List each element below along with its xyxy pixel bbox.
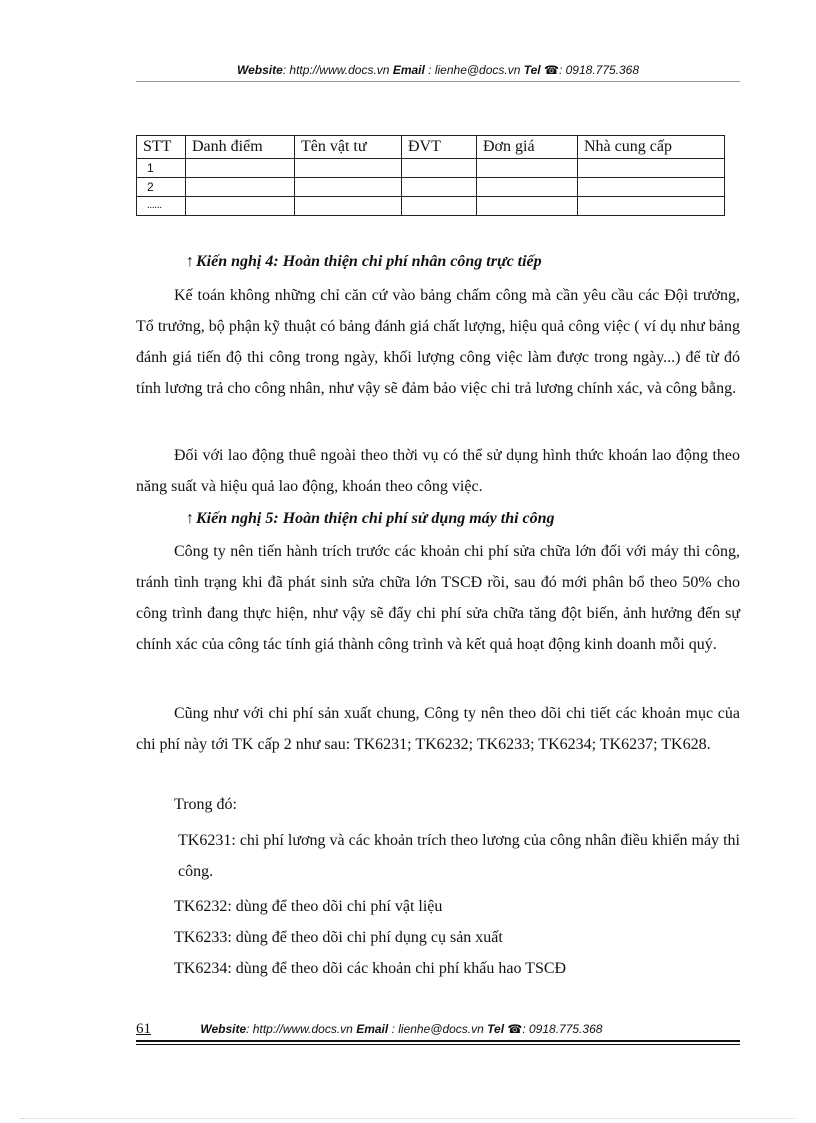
table-row [137,159,725,178]
arrow-up-icon: ↑ [186,510,194,527]
section-5-paragraph-2: Cũng như với chi phí sản xuất chung, Công ty nên theo dõi chi tiết các khoản mục của chi phí này tới TK cấp 2 như sau: TK6231; TK6232; TK6233; TK6234; TK6237; TK628. [136,705,740,753]
table-header-cell: ĐVT [402,136,477,159]
footer-tel-label: Tel [487,1022,505,1036]
table-cell [402,197,477,216]
tk6232-item: TK6232: dùng để theo dõi chi phí vật liệu [174,898,443,915]
table-cell [186,178,295,197]
header-website-value: : http://www.docs.vn [282,63,390,77]
table-cell [477,178,578,197]
table-cell [295,197,402,216]
table-cell [186,159,295,178]
table-cell [578,178,725,197]
footer-divider [136,1040,740,1042]
table-cell [578,159,725,178]
table-header-cell: Đơn giá [477,136,578,159]
arrow-up-icon: ↑ [186,253,194,270]
page-number: 61 [136,1021,151,1037]
page-footer [136,1021,740,1038]
section-4-heading [186,253,542,271]
footer-website-value: : http://www.docs.vn [246,1022,353,1036]
section-4-paragraph-2: Đối với lao động thuê ngoài theo thời vụ có thể sử dụng hình thức khoán lao động theo năng suất và hiệu quả lao động, khoán theo công việc. [136,447,740,495]
section-5-heading-text: Kiến nghị 5: Hoàn thiện chi phí sử dụng máy thi công [196,510,555,527]
section-5-paragraph-1: Công ty nên tiến hành trích trước các khoản chi phí sửa chữa lớn đối với máy thi công, tránh tình trạng khi đã phát sinh sửa chữa lớn TSCĐ rồi, sau đó mới phân bổ theo 50% cho công trình đang thực hiện, như vậy sẽ đẩy chi phí sửa chữa tăng đột biến, ảnh hưởng đến sự chính xác của công tác tính giá thành công trình và kết quả hoạt động kinh doanh mỗi quý. [136,543,740,653]
section-4-heading-text: Kiến nghị 4: Hoàn thiện chi phí nhân công trực tiếp [196,253,542,270]
table-cell [186,197,295,216]
header-tel-value: : 0918.775.368 [558,63,640,77]
tk6233-item: TK6233: dùng để theo dõi chi phí dụng cụ sản xuất [174,929,503,946]
table-cell [295,159,402,178]
section-4-paragraph-1: Kế toán không những chỉ căn cứ vào bảng chấm công mà cần yêu cầu các Đội trưởng, Tổ trưởng, bộ phận kỹ thuật có bảng đánh giá chất lượng, hiệu quả công việc ( ví dụ như bảng đánh giá tiến độ thi công trong ngày, khối lượng công việc làm được trong ngày...) để từ đó tính lương trả cho công nhân, như vậy sẽ đảm bảo việc chi trả lương chính xác, và công bằng. [136,287,740,397]
table-header-cell: Tên vật tư [295,136,402,159]
table-cell [477,159,578,178]
table-header-row [137,136,725,159]
table-header-cell: STT [137,136,186,159]
trong-do-label: Trong đó: [174,796,237,813]
footer-divider [136,1044,740,1045]
table-cell [402,159,477,178]
table-cell [578,197,725,216]
materials-table [136,135,725,216]
page-header [136,63,740,77]
footer-website-label: Website [200,1022,247,1036]
phone-icon: ☎ [544,63,559,77]
phone-icon: ☎ [507,1022,523,1036]
footer-tel-value: : 0918.775.368 [522,1022,603,1036]
table-row [137,197,725,216]
header-website-label: Website [236,63,283,77]
footer-email-label: Email [356,1022,389,1036]
table-cell [477,197,578,216]
tk6231-item: TK6231: chi phí lương và các khoản trích theo lương của công nhân điều khiển máy thi công. [178,832,740,880]
header-email-label: Email [392,63,425,77]
table-cell: 1 [137,159,186,178]
section-5-heading [186,510,555,528]
table-header-cell: Nhà cung cấp [578,136,725,159]
footer-email-value: : lienhe@docs.vn [391,1022,484,1036]
tk6234-item: TK6234: dùng để theo dõi các khoản chi phí khấu hao TSCĐ [174,960,567,977]
table-row [137,178,725,197]
table-cell [402,178,477,197]
table-cell: 2 [137,178,186,197]
header-divider [136,81,740,82]
page-edge-border [20,1118,796,1119]
header-email-value: : lienhe@docs.vn [428,63,521,77]
table-cell: ...... [137,197,186,216]
table-cell [295,178,402,197]
header-tel-label: Tel [523,63,541,77]
table-header-cell: Danh điểm [186,136,295,159]
